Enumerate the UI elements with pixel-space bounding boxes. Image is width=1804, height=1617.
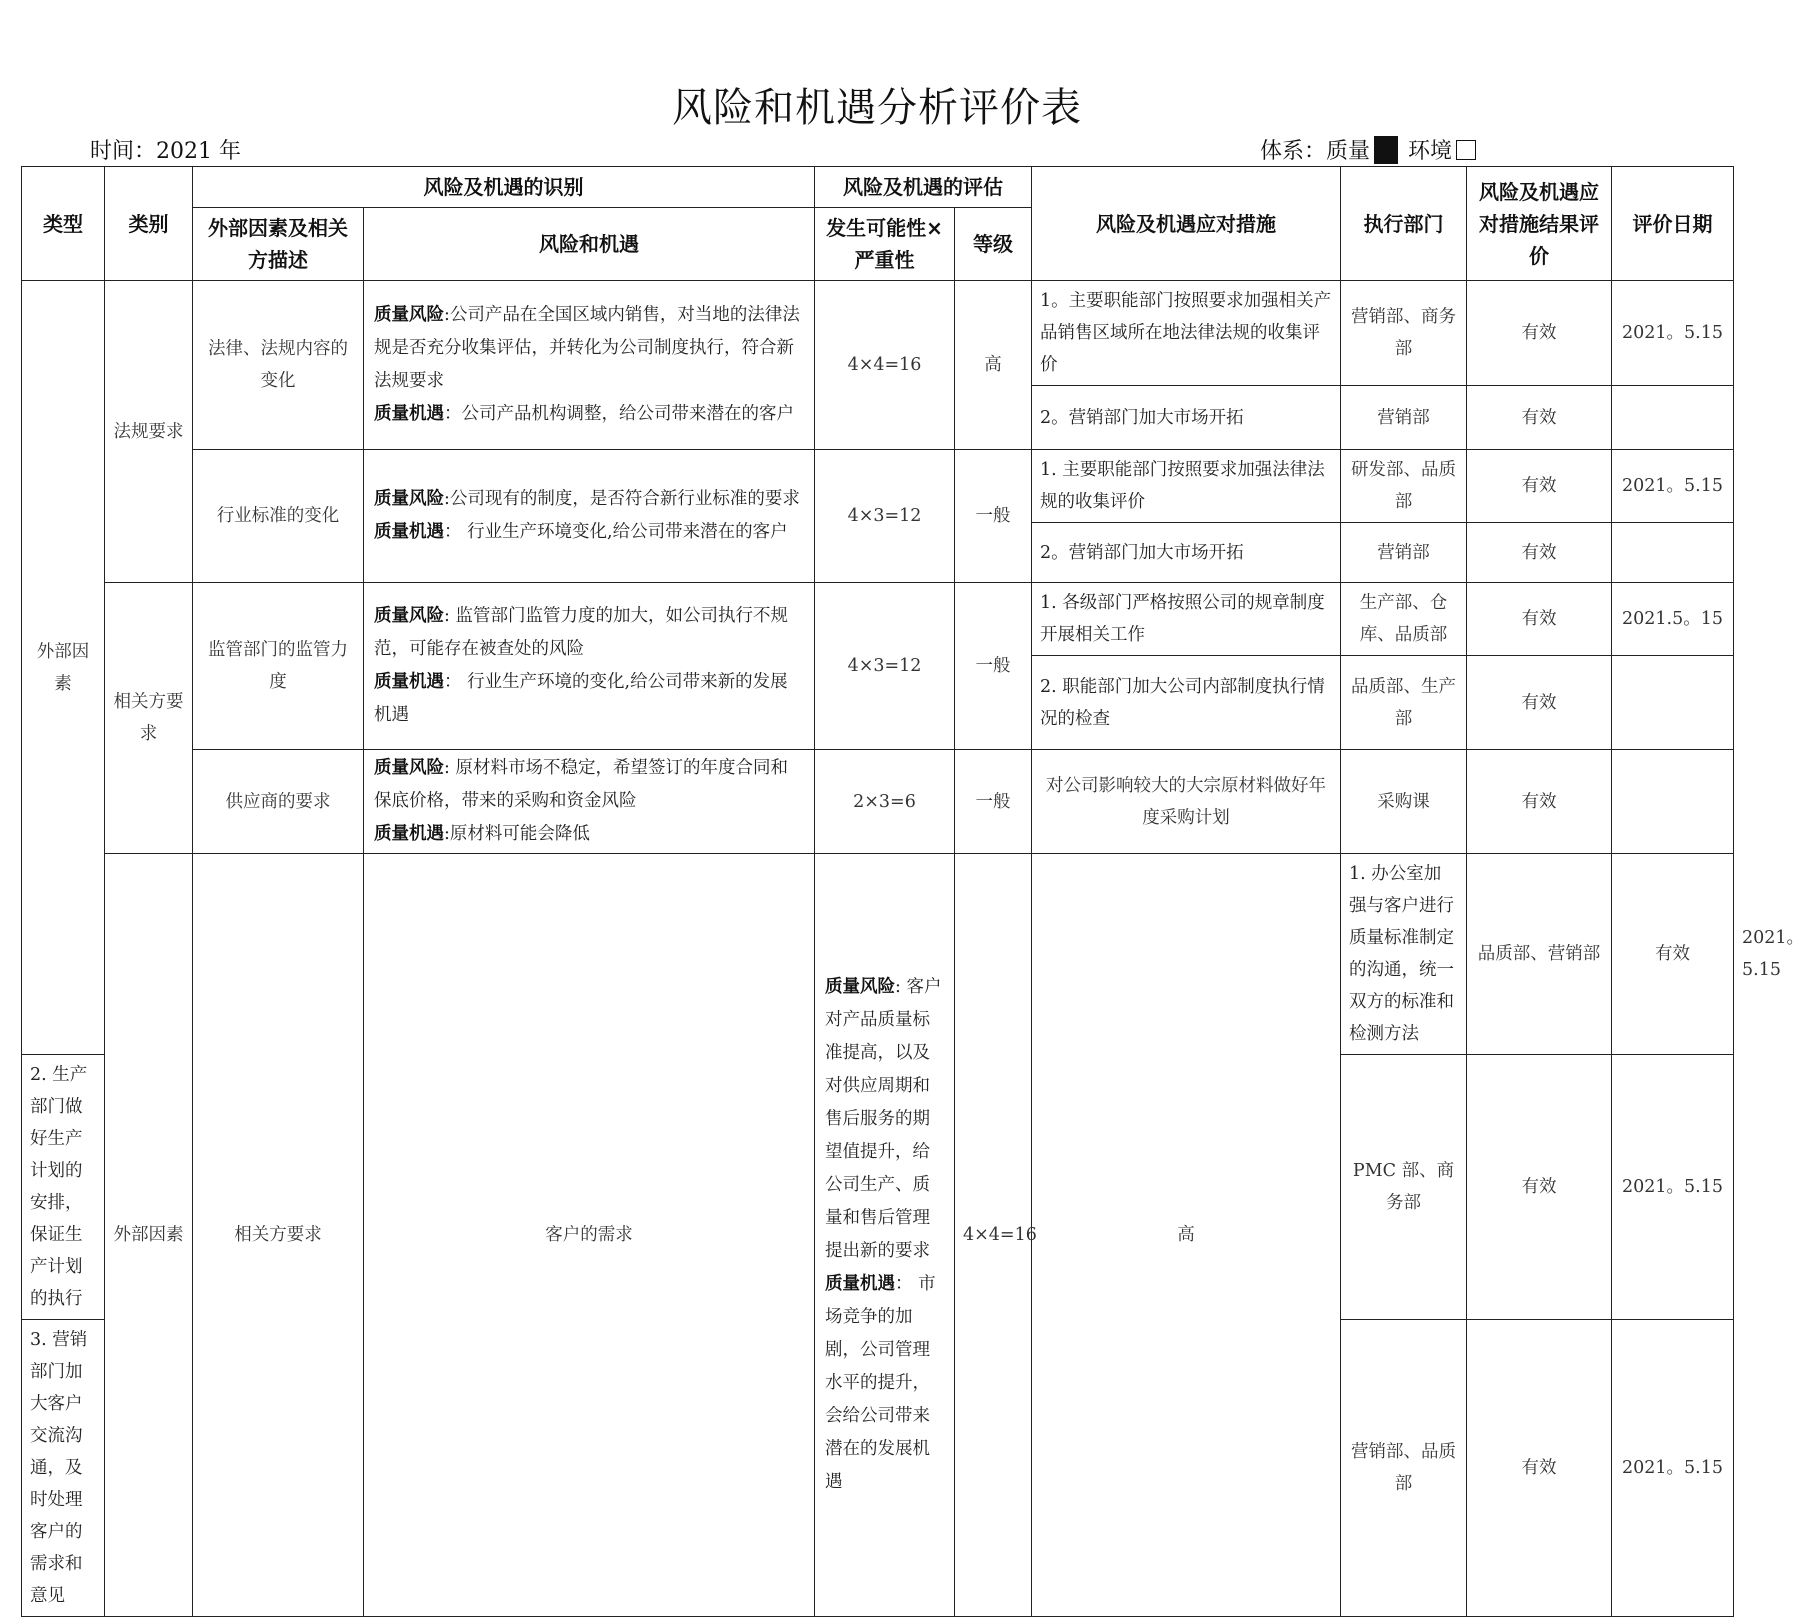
- risk-text: : 监管部门监管力度的加大，如公司执行不规范，可能存在被查处的风险: [374, 606, 788, 659]
- result-cell: 有效: [1467, 281, 1612, 386]
- header-risk-opp: 风险和机遇: [364, 208, 815, 281]
- date-cell: [1612, 386, 1734, 450]
- date-cell: [1612, 750, 1734, 854]
- measure-cell: 2. 职能部门加大公司内部制度执行情况的检查: [1032, 656, 1341, 750]
- date-cell: 2021。5.15: [1612, 1320, 1734, 1617]
- measure-cell: 1. 办公室加强与客户进行质量标准制定的沟通，统一双方的标准和检测方法: [1341, 854, 1467, 1055]
- date-cell: 2021。5.15: [1612, 281, 1734, 386]
- system-selector: [1260, 134, 1476, 165]
- result-cell: 有效: [1467, 523, 1612, 583]
- risk-opp-cell: [815, 854, 955, 1617]
- header-evaluate: 风险及机遇的评估: [815, 167, 1032, 208]
- measure-cell: 2. 生产部门做好生产计划的安排，保证生产计划的执行: [22, 1055, 105, 1320]
- risk-opp-cell: [364, 583, 815, 750]
- system-env-label: 环境: [1408, 139, 1453, 164]
- risk-opp-cell: [364, 281, 815, 450]
- risk-label: 质量风险: [374, 758, 444, 778]
- result-cell: 有效: [1467, 1055, 1612, 1320]
- risk-text: : 客户对产品质量标准提高，以及对供应周期和售后服务的期望值提升，给公司生产、质量和售后管理提出新的要求: [825, 977, 942, 1261]
- category-cell: 法规要求: [105, 281, 193, 583]
- opp-label: 质量机遇: [374, 522, 444, 542]
- header-level: 等级: [955, 208, 1032, 281]
- result-cell: 有效: [1467, 450, 1612, 523]
- opp-label: 质量机遇: [374, 404, 444, 424]
- result-cell: 有效: [1467, 750, 1612, 854]
- risk-text: :公司产品在全国区域内销售，对当地的法律法规是否充分收集评估，并转化为公司制度执行，符合新法规要求: [374, 305, 800, 391]
- level-cell: 一般: [955, 450, 1032, 583]
- prob-cell: 4×3=12: [815, 583, 955, 750]
- dept-cell: 采购课: [1341, 750, 1467, 854]
- risk-label: 质量风险: [374, 606, 444, 626]
- time-label: 时间：2021 年: [90, 139, 241, 164]
- category-cell: 相关方要求: [105, 583, 193, 854]
- opp-label: 质量机遇: [374, 824, 444, 844]
- dept-cell: PMC 部、商务部: [1341, 1055, 1467, 1320]
- measure-cell: 对公司影响较大的大宗原材料做好年度采购计划: [1032, 750, 1341, 854]
- factor-cell: 行业标准的变化: [193, 450, 364, 583]
- header-result: 风险及机遇应对措施结果评价: [1467, 167, 1612, 281]
- date-cell: 2021.5。15: [1612, 583, 1734, 656]
- result-cell: 有效: [1467, 583, 1612, 656]
- table-row: [22, 450, 1734, 523]
- date-cell: [1612, 656, 1734, 750]
- unchecked-box-icon[interactable]: [1456, 140, 1476, 160]
- prob-cell: 2×3=6: [815, 750, 955, 854]
- opp-text: ： 市场竞争的加剧，公司管理水平的提升，会给公司带来潜在的发展机遇: [825, 1274, 936, 1492]
- risk-label: 质量风险: [374, 305, 444, 325]
- measure-cell: 1. 主要职能部门按照要求加强法律法规的收集评价: [1032, 450, 1341, 523]
- result-cell: 有效: [1612, 854, 1734, 1055]
- dept-cell: 营销部、品质部: [1341, 1320, 1467, 1617]
- opp-text: :原材料可能会降低: [444, 824, 590, 844]
- factor-cell: 客户的需求: [364, 854, 815, 1617]
- opp-text: ： 行业生产环境的变化,给公司带来新的发展机遇: [374, 672, 788, 725]
- level-cell: 高: [1032, 854, 1341, 1617]
- measure-cell: 1。主要职能部门按照要求加强相关产品销售区域所在地法律法规的收集评价: [1032, 281, 1341, 386]
- factor-cell: 法律、法规内容的变化: [193, 281, 364, 450]
- opp-label: 质量机遇: [374, 672, 444, 692]
- opp-text: ：公司产品机构调整，给公司带来潜在的客户: [444, 404, 794, 424]
- system-quality-label: 体系：质量: [1260, 139, 1371, 164]
- table-row: [22, 281, 1734, 386]
- table-row: 外部因素 相关方要求 客户的需求 质量风险: 客户对产品质量标准提高，以及对供应周期和售后服务的期望值提升，给公司生产、质量和售后管理提出新的要求 质量机遇： 市场竞争的加剧，公司管理水平的提升，会给公司带来潜在的发展机遇 4×4=16 高 1. 办公室加强与客户进行质量标准制定的沟通，统一双方的标准和检测方法 品质部、营销部 有效 2021。5.15: [22, 854, 1734, 1055]
- dept-cell: 营销部: [1341, 386, 1467, 450]
- table-row: [22, 583, 1734, 656]
- measure-cell: 3. 营销部门加大客户交流沟通，及时处理客户的需求和意见: [22, 1320, 105, 1617]
- prob-cell: 4×3=12: [815, 450, 955, 583]
- header-prob: 发生可能性×严重性: [815, 208, 955, 281]
- header-type: 类型: [22, 167, 105, 281]
- result-cell: 有效: [1467, 1320, 1612, 1617]
- measure-cell: 1. 各级部门严格按照公司的规章制度开展相关工作: [1032, 583, 1341, 656]
- dept-cell: 品质部、营销部: [1467, 854, 1612, 1055]
- measure-cell: 2。营销部门加大市场开拓: [1032, 386, 1341, 450]
- factor-cell: 供应商的要求: [193, 750, 364, 854]
- level-cell: 高: [955, 281, 1032, 450]
- level-cell: 一般: [955, 583, 1032, 750]
- date-cell: 2021。5.15: [1612, 450, 1734, 523]
- header-date: 评价日期: [1612, 167, 1734, 281]
- header-factor: 外部因素及相关方描述: [193, 208, 364, 281]
- category-cell: 相关方要求: [193, 854, 364, 1617]
- dept-cell: 营销部、商务部: [1341, 281, 1467, 386]
- result-cell: 有效: [1467, 386, 1612, 450]
- checked-box-icon[interactable]: [1374, 136, 1398, 164]
- prob-cell: 4×4=16: [815, 281, 955, 450]
- prob-cell: 4×4=16: [955, 854, 1032, 1617]
- factor-cell: 监管部门的监管力度: [193, 583, 364, 750]
- risk-opportunity-table: [21, 166, 1804, 1617]
- opp-text: ： 行业生产环境变化,给公司带来潜在的客户: [444, 522, 788, 542]
- header-identify: 风险及机遇的识别: [193, 167, 815, 208]
- measure-cell: 2。营销部门加大市场开拓: [1032, 523, 1341, 583]
- level-cell: 一般: [955, 750, 1032, 854]
- opp-label: 质量机遇: [825, 1274, 895, 1294]
- dept-cell: 营销部: [1341, 523, 1467, 583]
- risk-label: 质量风险: [374, 489, 444, 509]
- dept-cell: 生产部、仓库、品质部: [1341, 583, 1467, 656]
- header-dept: 执行部门: [1341, 167, 1467, 281]
- header-measures: 风险及机遇应对措施: [1032, 167, 1341, 281]
- page-title: 风险和机遇分析评价表: [672, 85, 1082, 131]
- table-row: [22, 750, 1734, 854]
- risk-text: :公司现有的制度，是否符合新行业标准的要求: [444, 489, 800, 509]
- result-cell: 有效: [1467, 656, 1612, 750]
- date-cell: 2021。5.15: [1612, 1055, 1734, 1320]
- dept-cell: 研发部、品质部: [1341, 450, 1467, 523]
- header-category: 类别: [105, 167, 193, 281]
- type-cell: 外部因素: [22, 281, 105, 1055]
- risk-text: : 原材料市场不稳定，希望签订的年度合同和保底价格，带来的采购和资金风险: [374, 758, 788, 811]
- date-cell: [1612, 523, 1734, 583]
- risk-label: 质量风险: [825, 977, 895, 997]
- risk-opp-cell: [364, 750, 815, 854]
- dept-cell: 品质部、生产部: [1341, 656, 1467, 750]
- type-cell: 外部因素: [105, 854, 193, 1617]
- risk-opp-cell: [364, 450, 815, 583]
